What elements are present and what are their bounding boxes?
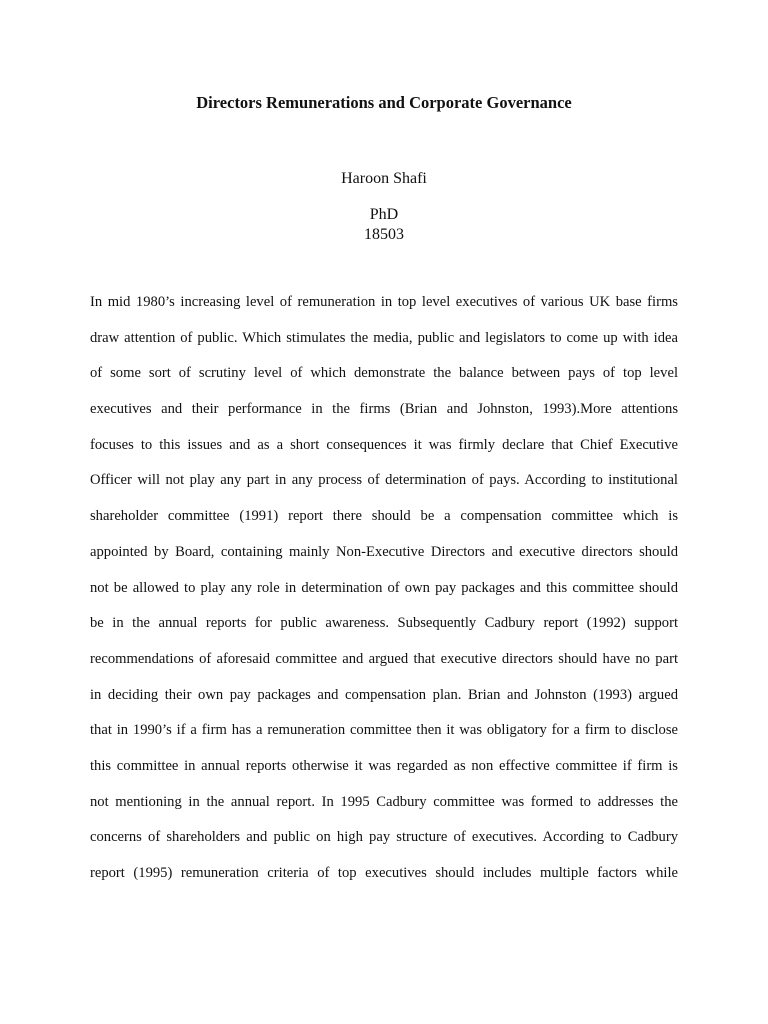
degree-block xyxy=(0,205,768,245)
body-line: In mid 1980’s increasing level of remuneration in top level executives of various UK base firms xyxy=(90,294,678,310)
body-line: that in 1990’s if a firm has a remuneration committee then it was obligatory for a firm to disclose xyxy=(90,722,678,739)
body-line: focuses to this issues and as a short consequences it was firmly declare that Chief Executive xyxy=(90,436,678,453)
body-line: recommendations of aforesaid committee and argued that executive directors should have no part xyxy=(90,650,678,667)
student-id: 18503 xyxy=(364,226,404,243)
body-line: not be allowed to play any role in determination of own pay packages and this committee should xyxy=(90,579,678,596)
body-line: be in the annual reports for public awareness. Subsequently Cadbury report (1992) support xyxy=(90,615,678,632)
body-line: of some sort of scrutiny level of which demonstrate the balance between pays of top level xyxy=(90,365,678,382)
body-line: not mentioning in the annual report. In 1995 Cadbury committee was formed to addresses the xyxy=(90,793,678,810)
body-line: this committee in annual reports otherwise it was regarded as non effective committee if firm is xyxy=(90,757,678,774)
body-line: Officer will not play any part in any process of determination of pays. According to institutional xyxy=(90,472,678,489)
body-line: shareholder committee (1991) report there should be a compensation committee which is xyxy=(90,508,678,525)
body-line: draw attention of public. Which stimulates the media, public and legislators to come up with idea xyxy=(90,329,678,346)
author-name: Haroon Shafi xyxy=(341,170,427,187)
degree-label: PhD xyxy=(369,206,399,223)
body-line: in deciding their own pay packages and compensation plan. Brian and Johnston (1993) argued xyxy=(90,686,678,703)
body-line: appointed by Board, containing mainly Non-Executive Directors and executive directors should xyxy=(90,543,678,560)
body-line: executives and their performance in the firms (Brian and Johnston, 1993).More attentions xyxy=(90,401,678,418)
document-title: Directors Remunerations and Corporate Governance xyxy=(196,93,572,112)
body-line: report (1995) remuneration criteria of top executives should includes multiple factors while xyxy=(90,865,678,881)
body-paragraph xyxy=(90,288,678,895)
body-line: concerns of shareholders and public on high pay structure of executives. According to Cadbury xyxy=(90,829,678,846)
